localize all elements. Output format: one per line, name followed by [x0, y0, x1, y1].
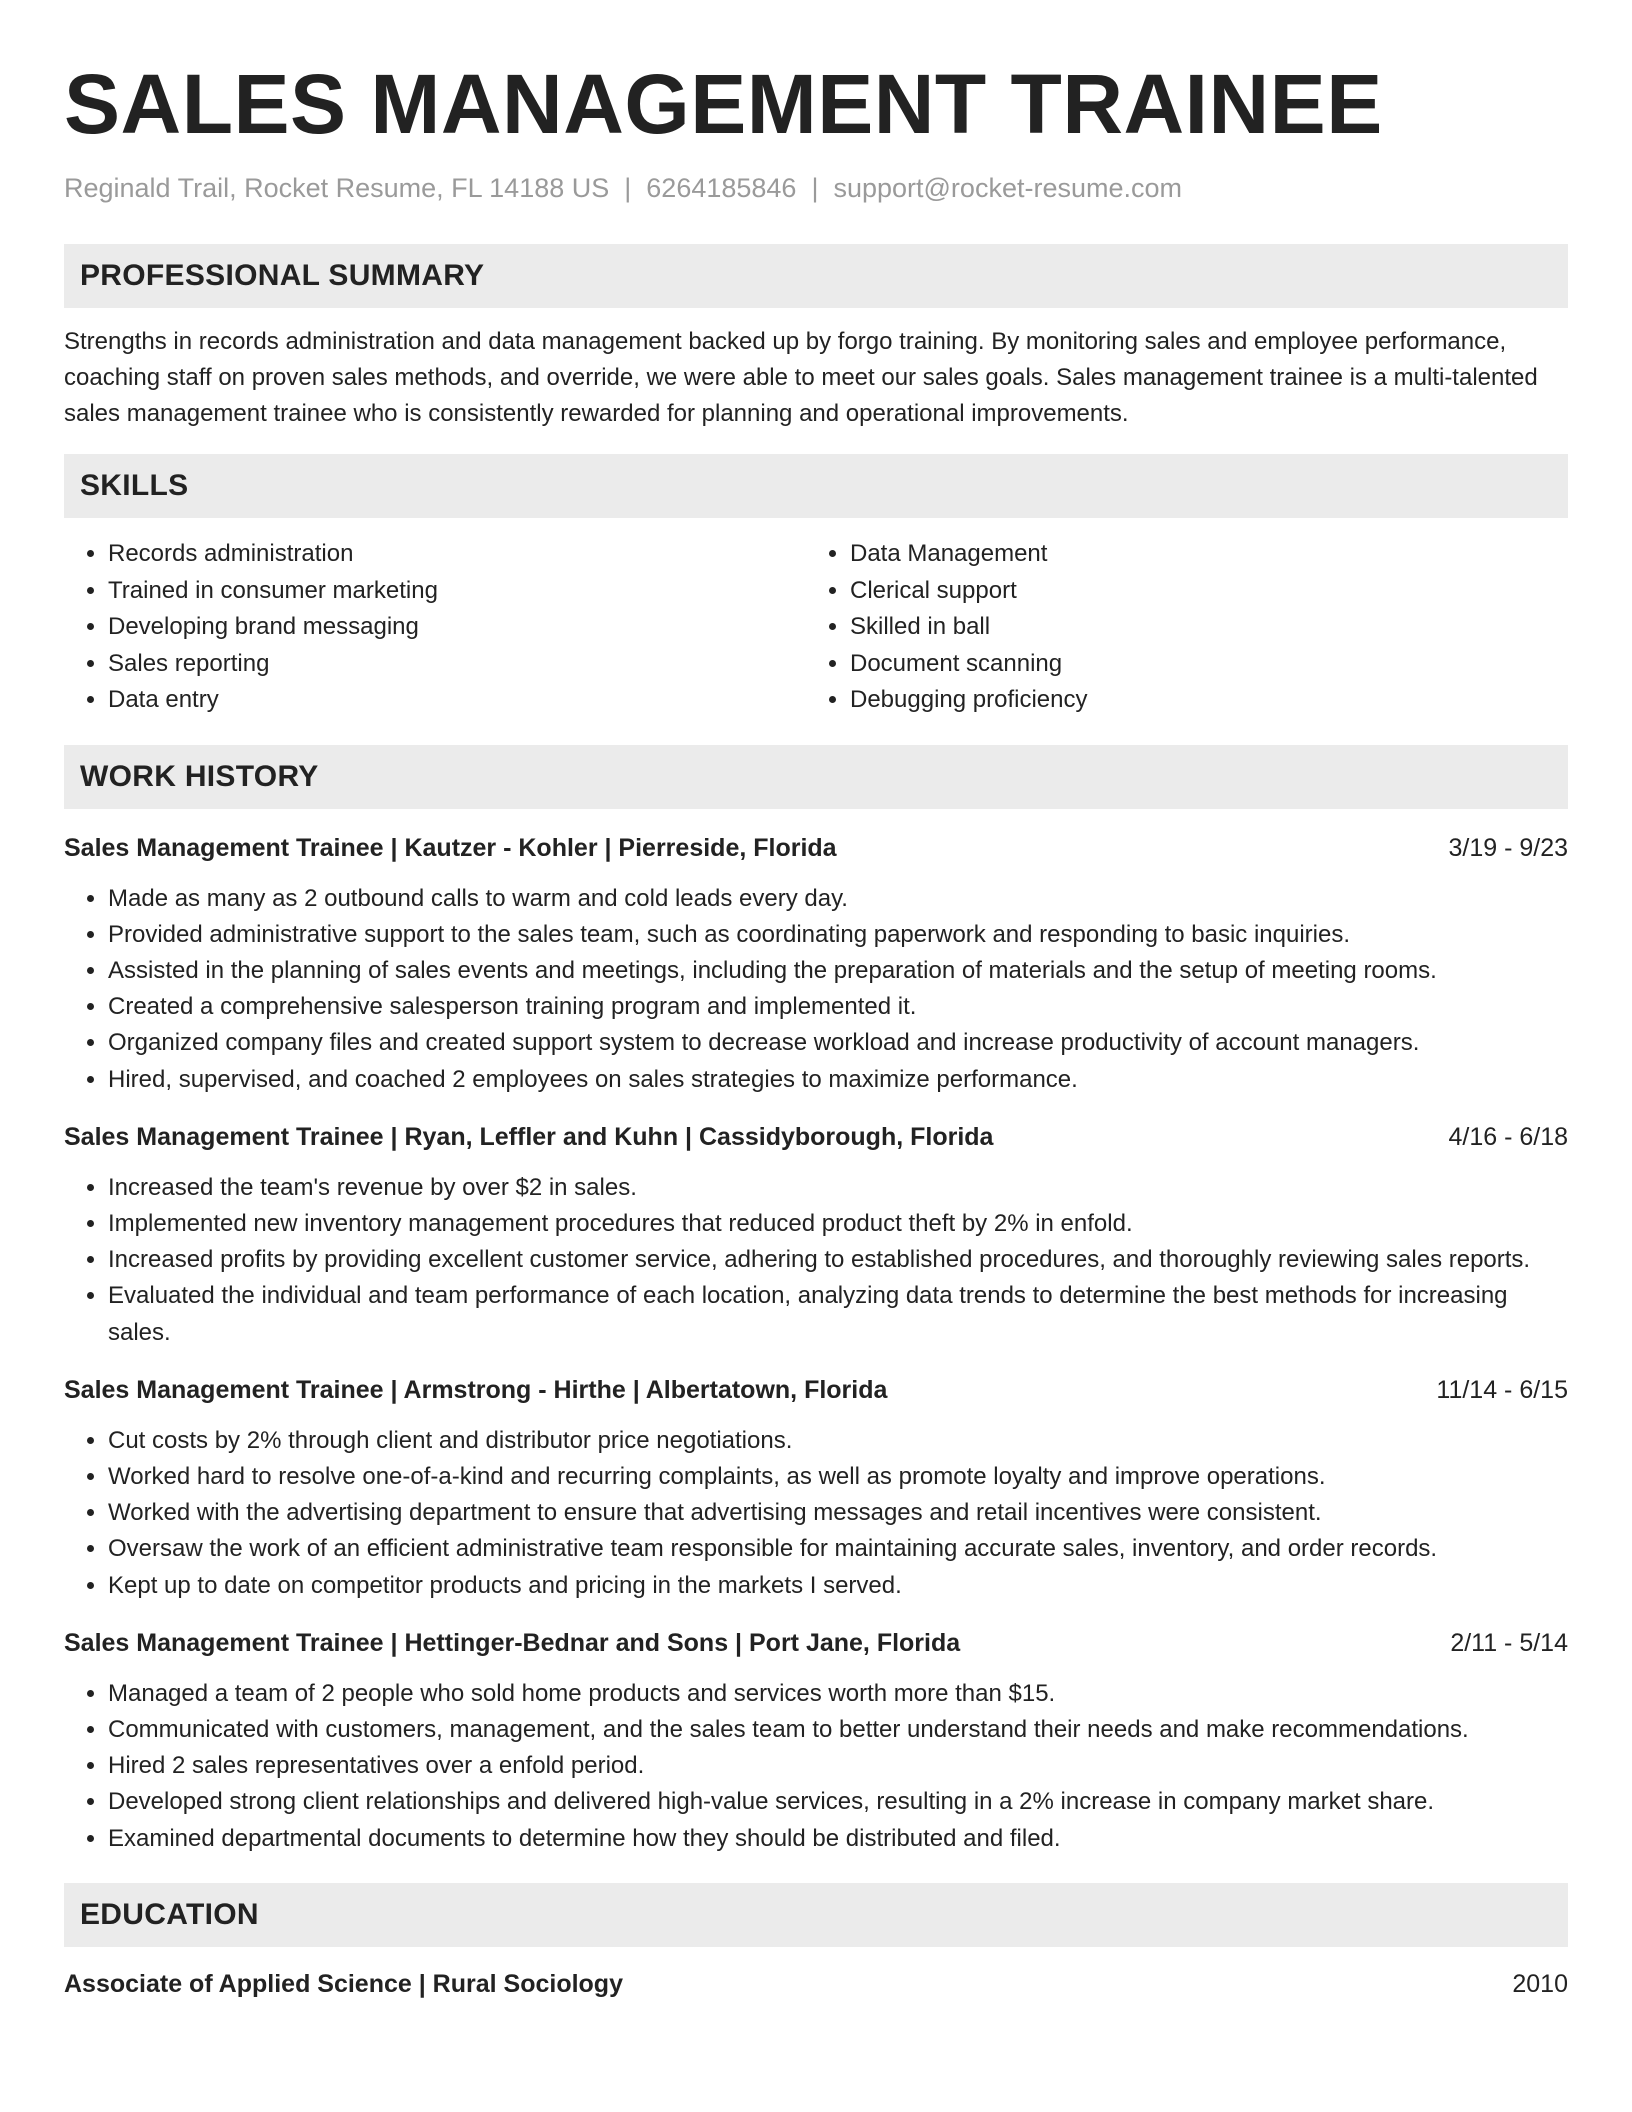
skill-item: • Sales reporting: [108, 646, 806, 683]
job-bullet: • Increased profits by providing excellent customer service, adhering to established procedures, and thoroughly reviewing sales reports.: [108, 1242, 1568, 1278]
skill-item: • Data Management: [850, 536, 1548, 573]
skill-item: • Skilled in ball: [850, 609, 1548, 646]
job-bullet: • Organized company files and created support system to decrease workload and increase productivity of account managers.: [108, 1025, 1568, 1061]
skills-column-left: [64, 536, 806, 719]
job-bullet: • Assisted in the planning of sales events and meetings, including the preparation of materials and the setup of meeting rooms.: [108, 953, 1568, 989]
job-header: [64, 1373, 1568, 1407]
skill-item: • Clerical support: [850, 573, 1548, 610]
job-dates: 2/11 - 5/14: [1450, 1628, 1568, 1657]
job-title: Sales Management Trainee | Hettinger-Bednar and Sons | Port Jane, Florida: [64, 1628, 961, 1657]
skill-item: • Records administration: [108, 536, 806, 573]
job-entry: [64, 1626, 1568, 1857]
job-dates: 3/19 - 9/23: [1448, 833, 1568, 862]
job-bullet: • Made as many as 2 outbound calls to warm and cold leads every day.: [108, 881, 1568, 917]
skill-item: • Document scanning: [850, 646, 1548, 683]
job-bullets: [64, 1423, 1568, 1604]
skill-item: • Trained in consumer marketing: [108, 573, 806, 610]
job-bullet: • Provided administrative support to the sales team, such as coordinating paperwork and responding to basic inquiries.: [108, 917, 1568, 953]
contact-email: support@rocket-resume.com: [833, 173, 1182, 203]
skill-item: • Debugging proficiency: [850, 682, 1548, 719]
skills-column-right: [806, 536, 1548, 719]
skills-list: [64, 536, 1568, 719]
contact-separator: |: [811, 173, 819, 203]
job-header: [64, 831, 1568, 865]
education-year: 2010: [1512, 1969, 1568, 1998]
education-degree: Associate of Applied Science | Rural Sociology: [64, 1969, 623, 1998]
job-bullet: • Created a comprehensive salesperson training program and implemented it.: [108, 989, 1568, 1025]
job-bullet: • Developed strong client relationships and delivered high-value services, resulting in a 2% increase in company market share.: [108, 1784, 1568, 1820]
job-bullet: • Communicated with customers, management, and the sales team to better understand their needs and make recommendations.: [108, 1712, 1568, 1748]
job-entry: [64, 1373, 1568, 1604]
job-bullet: • Increased the team's revenue by over $2 in sales.: [108, 1170, 1568, 1206]
contact-line: [64, 170, 1568, 206]
job-bullet: • Evaluated the individual and team performance of each location, analyzing data trends to determine the best methods for increasing sales.: [108, 1278, 1568, 1350]
skill-item: • Developing brand messaging: [108, 609, 806, 646]
section-heading-summary: PROFESSIONAL SUMMARY: [64, 244, 1568, 308]
section-heading-work-history: WORK HISTORY: [64, 745, 1568, 809]
job-bullet: • Implemented new inventory management procedures that reduced product theft by 2% in enfold.: [108, 1206, 1568, 1242]
job-bullets: [64, 1676, 1568, 1857]
page-title: SALES MANAGEMENT TRAINEE: [64, 57, 1383, 151]
summary-text: Strengths in records administration and data management backed up by forgo training. By monitoring sales and employee performance, coaching staff on proven sales methods, and override, we were able to meet our sales goals. Sales management trainee is a multi-talented sales management trainee who is consistently rewarded for planning and operational improvements.: [64, 328, 1538, 427]
job-bullet: • Worked with the advertising department to ensure that advertising messages and retail incentives were consistent.: [108, 1495, 1568, 1531]
section-heading-skills: SKILLS: [64, 454, 1568, 518]
job-bullet: • Kept up to date on competitor products and pricing in the markets I served.: [108, 1568, 1568, 1604]
job-bullet: • Oversaw the work of an efficient administrative team responsible for maintaining accurate sales, inventory, and order records.: [108, 1531, 1568, 1567]
job-header: [64, 1120, 1568, 1154]
contact-separator: |: [624, 173, 632, 203]
contact-address: Reginald Trail, Rocket Resume, FL 14188 US: [64, 173, 610, 203]
job-dates: 11/14 - 6/15: [1436, 1375, 1568, 1404]
job-bullet: • Hired 2 sales representatives over a enfold period.: [108, 1748, 1568, 1784]
job-dates: 4/16 - 6/18: [1448, 1122, 1568, 1151]
job-bullets: [64, 881, 1568, 1098]
job-bullet: • Managed a team of 2 people who sold home products and services worth more than $15.: [108, 1676, 1568, 1712]
job-bullet: • Examined departmental documents to determine how they should be distributed and filed.: [108, 1821, 1568, 1857]
job-title: Sales Management Trainee | Armstrong - Hirthe | Albertatown, Florida: [64, 1375, 888, 1404]
job-header: [64, 1626, 1568, 1660]
education-entry: [64, 1967, 1568, 2001]
job-entry: [64, 1120, 1568, 1351]
job-bullet: • Worked hard to resolve one-of-a-kind and recurring complaints, as well as promote loyalty and improve operations.: [108, 1459, 1568, 1495]
job-title: Sales Management Trainee | Kautzer - Kohler | Pierreside, Florida: [64, 833, 837, 862]
contact-phone: 6264185846: [646, 173, 797, 203]
job-entry: [64, 831, 1568, 1098]
job-title: Sales Management Trainee | Ryan, Leffler and Kuhn | Cassidyborough, Florida: [64, 1122, 994, 1151]
job-bullets: [64, 1170, 1568, 1351]
job-bullet: • Hired, supervised, and coached 2 employees on sales strategies to maximize performance.: [108, 1062, 1568, 1098]
skill-item: • Data entry: [108, 682, 806, 719]
job-bullet: • Cut costs by 2% through client and distributor price negotiations.: [108, 1423, 1568, 1459]
section-heading-education: EDUCATION: [64, 1883, 1568, 1947]
